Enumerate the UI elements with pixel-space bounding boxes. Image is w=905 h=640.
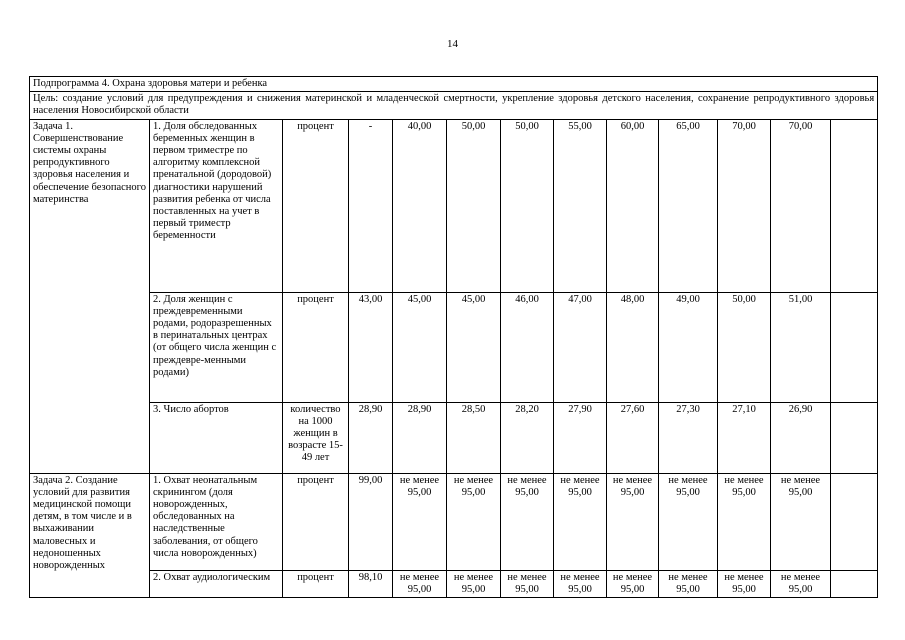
indicator-name: 1. Доля обследованных беременных женщин в первом триместре по алгоритму комплексной пренатальной (дородовой) диагностики нарушений развития ребенка от числа поставленных на учет в первый триместр беременности	[150, 119, 283, 292]
empty-cell	[831, 402, 878, 473]
year-value: не менее 95,00	[771, 473, 831, 570]
year-value: 70,00	[718, 119, 771, 292]
year-value: 70,00	[771, 119, 831, 292]
year-value: не менее 95,00	[554, 473, 607, 570]
table-row	[30, 473, 878, 570]
indicator-unit: процент	[283, 292, 349, 402]
year-value: не менее 95,00	[501, 570, 554, 597]
indicators-table	[29, 76, 878, 598]
year-value: не менее 95,00	[501, 473, 554, 570]
year-value: не менее 95,00	[607, 473, 659, 570]
year-value: не менее 95,00	[393, 473, 447, 570]
page-number: 14	[447, 38, 458, 50]
table-row	[30, 402, 878, 473]
year-value: 65,00	[659, 119, 718, 292]
year-value: 47,00	[554, 292, 607, 402]
year-value: 60,00	[607, 119, 659, 292]
base-value: 99,00	[349, 473, 393, 570]
year-value: 55,00	[554, 119, 607, 292]
indicator-name: 3. Число абортов	[150, 402, 283, 473]
year-value: 50,00	[447, 119, 501, 292]
year-value: 28,50	[447, 402, 501, 473]
year-value: 27,60	[607, 402, 659, 473]
indicator-name: 2. Доля женщин с преждевременными родами, родоразрешенных в перинатальных центрах (от общего числа женщин с преждевре-менными родами)	[150, 292, 283, 402]
year-value: 28,90	[393, 402, 447, 473]
year-value: 45,00	[447, 292, 501, 402]
goal-text: Цель: создание условий для предупреждения и снижения материнской и младенческой смертности, укрепление здоровья детского населения, сохранение репродуктивного здоровья населения Новосибирской области	[30, 92, 878, 119]
subprogram-row	[30, 77, 878, 92]
year-value: не менее 95,00	[659, 473, 718, 570]
year-value: не менее 95,00	[447, 570, 501, 597]
year-value: не менее 95,00	[393, 570, 447, 597]
year-value: не менее 95,00	[447, 473, 501, 570]
year-value: 46,00	[501, 292, 554, 402]
year-value: 50,00	[501, 119, 554, 292]
year-value: 26,90	[771, 402, 831, 473]
empty-cell	[831, 570, 878, 597]
task-label: Задача 1. Совершенствование системы охраны репродуктивного здоровья населения и обеспечение безопасного материнства	[30, 119, 150, 473]
year-value: 27,10	[718, 402, 771, 473]
table-row	[30, 119, 878, 292]
year-value: не менее 95,00	[554, 570, 607, 597]
goal-row	[30, 92, 878, 119]
year-value: 48,00	[607, 292, 659, 402]
indicator-name: 1. Охват неонатальным скринингом (доля новорожденных, обследованных на наследственные заболевания, от общего числа новорожденных)	[150, 473, 283, 570]
year-value: 27,30	[659, 402, 718, 473]
table-row	[30, 570, 878, 597]
year-value: не менее 95,00	[659, 570, 718, 597]
year-value: не менее 95,00	[771, 570, 831, 597]
year-value: не менее 95,00	[718, 473, 771, 570]
base-value: 98,10	[349, 570, 393, 597]
year-value: не менее 95,00	[607, 570, 659, 597]
year-value: 51,00	[771, 292, 831, 402]
empty-cell	[831, 473, 878, 570]
indicator-name: 2. Охват аудиологическим	[150, 570, 283, 597]
year-value: 28,20	[501, 402, 554, 473]
table-row	[30, 292, 878, 402]
year-value: 27,90	[554, 402, 607, 473]
year-value: не менее 95,00	[718, 570, 771, 597]
empty-cell	[831, 292, 878, 402]
indicator-unit: процент	[283, 473, 349, 570]
empty-cell	[831, 119, 878, 292]
subprogram-title: Подпрограмма 4. Охрана здоровья матери и ребенка	[30, 77, 878, 92]
base-value: 43,00	[349, 292, 393, 402]
indicator-unit: количество на 1000 женщин в возрасте 15-49 лет	[283, 402, 349, 473]
year-value: 40,00	[393, 119, 447, 292]
year-value: 49,00	[659, 292, 718, 402]
task-label: Задача 2. Создание условий для развития медицинской помощи детям, в том числе и в выхаживании маловесных и недоношенных новорожденных	[30, 473, 150, 597]
base-value: -	[349, 119, 393, 292]
year-value: 45,00	[393, 292, 447, 402]
indicator-unit: процент	[283, 119, 349, 292]
indicator-unit: процент	[283, 570, 349, 597]
year-value: 50,00	[718, 292, 771, 402]
base-value: 28,90	[349, 402, 393, 473]
